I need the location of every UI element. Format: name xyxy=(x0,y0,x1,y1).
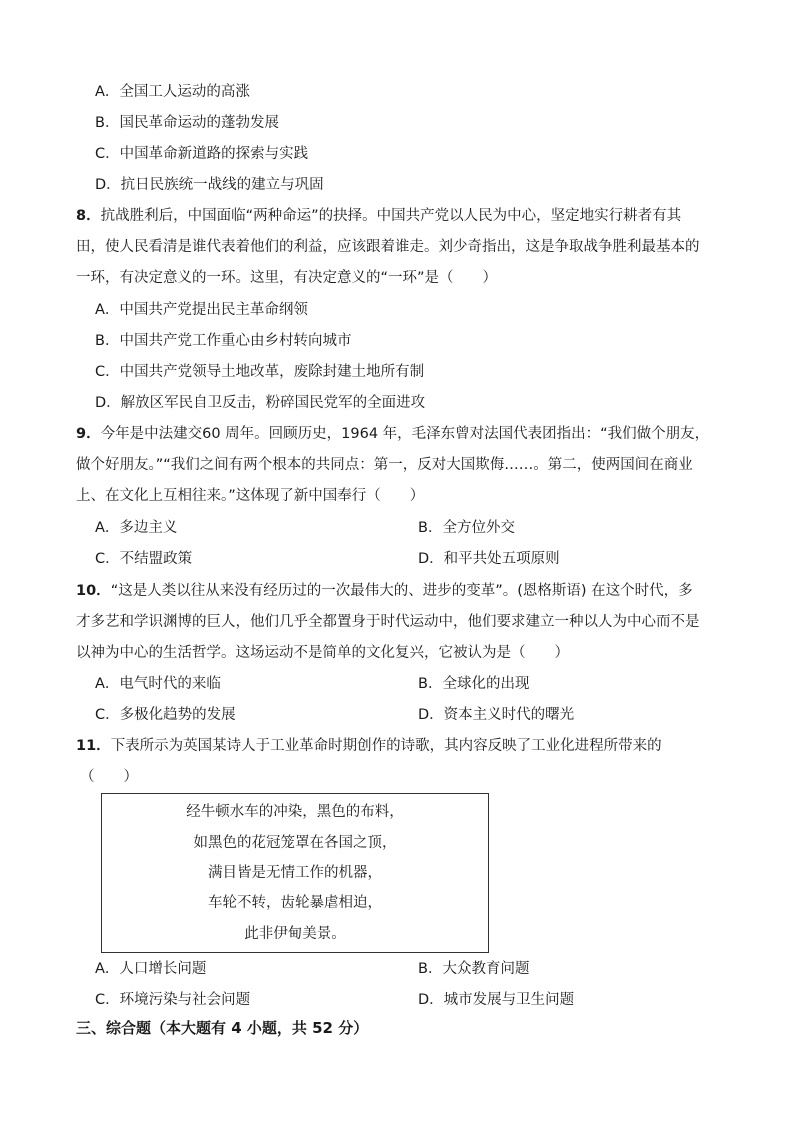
q10-text-1: “这是人类以往从来没有经历过的一次最伟大的、进步的变革”。(恩格斯语) 在这个时代，多 xyxy=(110,583,693,599)
q9-number: 9． xyxy=(76,426,101,442)
q11-stem-line2: （ ） xyxy=(80,769,138,785)
q10-option-a: A．电气时代的来临 xyxy=(95,676,221,692)
q7-option-a: A．全国工人运动的高涨 xyxy=(95,84,250,100)
poem-table xyxy=(101,793,489,953)
q9-stem-line2: 做个好朋友。”“我们之间有两个根本的共同点：第一，反对大国欺侮……。第二，使两国间在商业 xyxy=(76,457,693,473)
q9-option-c: C．不结盟政策 xyxy=(95,551,193,567)
q11-option-d: D．城市发展与卫生问题 xyxy=(418,992,575,1008)
poem-line: 经牛顿水车的冲染，黑色的布料， xyxy=(186,804,404,820)
q10-option-b: B．全球化的出现 xyxy=(418,676,530,692)
q8-stem-line1 xyxy=(76,206,681,226)
q8-number: 8． xyxy=(76,208,101,224)
q8-option-c: C．中国共产党领导土地改革，废除封建土地所有制 xyxy=(95,364,425,380)
q9-stem-line1 xyxy=(76,424,709,444)
q11-option-b: B．大众教育问题 xyxy=(418,961,530,977)
q11-stem-line1 xyxy=(76,736,662,756)
q7-option-b: B．国民革命运动的蓬勃发展 xyxy=(95,115,279,131)
q8-option-d: D．解放区军民自卫反击，粉碎国民党军的全面进攻 xyxy=(95,395,426,411)
q11-option-c: C．环境污染与社会问题 xyxy=(95,992,251,1008)
q9-option-a: A．多边主义 xyxy=(95,520,178,536)
q7-option-d: D．抗日民族统一战线的建立与巩固 xyxy=(95,177,324,193)
q10-stem-line2: 才多艺和学识渊博的巨人，他们几乎全都置身于时代运动中，他们要求建立一种以人为中心而不是 xyxy=(76,614,700,630)
q10-option-d: D．资本主义时代的曙光 xyxy=(418,707,575,723)
q9-option-d: D．和平共处五项原则 xyxy=(418,551,560,567)
q9-stem-line3: 上、在文化上互相往来。”这体现了新中国奉行（ ） xyxy=(76,488,425,504)
section-heading: 三、综合题（本大题有 4 小题，共 52 分） xyxy=(76,1019,369,1037)
poem-line: 满目皆是无情工作的机器， xyxy=(208,865,382,881)
q9-text-1: 今年是中法建交60 周年。回顾历史，1964 年，毛泽东曾对法国代表团指出：“我们做个朋友， xyxy=(100,426,710,442)
q11-option-a: A．人口增长问题 xyxy=(95,961,207,977)
q8-option-b: B．中国共产党工作重心由乡村转向城市 xyxy=(95,333,352,349)
poem-line: 如黑色的花冠笼罩在各国之顶， xyxy=(193,835,397,851)
poem-line: 车轮不转，齿轮暴虐相迫， xyxy=(208,895,382,911)
q10-option-c: C．多极化趋势的发展 xyxy=(95,707,236,723)
q7-option-c: C．中国革命新道路的探索与实践 xyxy=(95,146,309,162)
q8-option-a: A．中国共产党提出民主革命纲领 xyxy=(95,302,308,318)
q11-number: 11． xyxy=(76,738,111,754)
q8-stem-line2: 田，使人民看清是谁代表着他们的利益，应该跟着谁走。刘少奇指出，这是争取战争胜利最基本的 xyxy=(76,239,700,255)
q10-stem-line3: 以神为中心的生活哲学。这场运动不是简单的文化复兴，它被认为是（ ） xyxy=(76,645,569,661)
q8-text-1: 抗战胜利后，中国面临“两种命运”的抉择。中国共产党以人民为中心，坚定地实行耕者有其 xyxy=(100,208,682,224)
q10-number: 10． xyxy=(76,583,111,599)
q9-option-b: B．全方位外交 xyxy=(418,520,515,536)
q8-stem-line3: 一环，有决定意义的一环。这里，有决定意义的“一环”是（ ） xyxy=(76,270,498,286)
q10-stem-line1 xyxy=(76,581,693,601)
poem-line: 此非伊甸美景。 xyxy=(244,926,346,942)
q11-text-1: 下表所示为英国某诗人于工业革命时期创作的诗歌，其内容反映了工业化进程所带来的 xyxy=(110,738,662,754)
